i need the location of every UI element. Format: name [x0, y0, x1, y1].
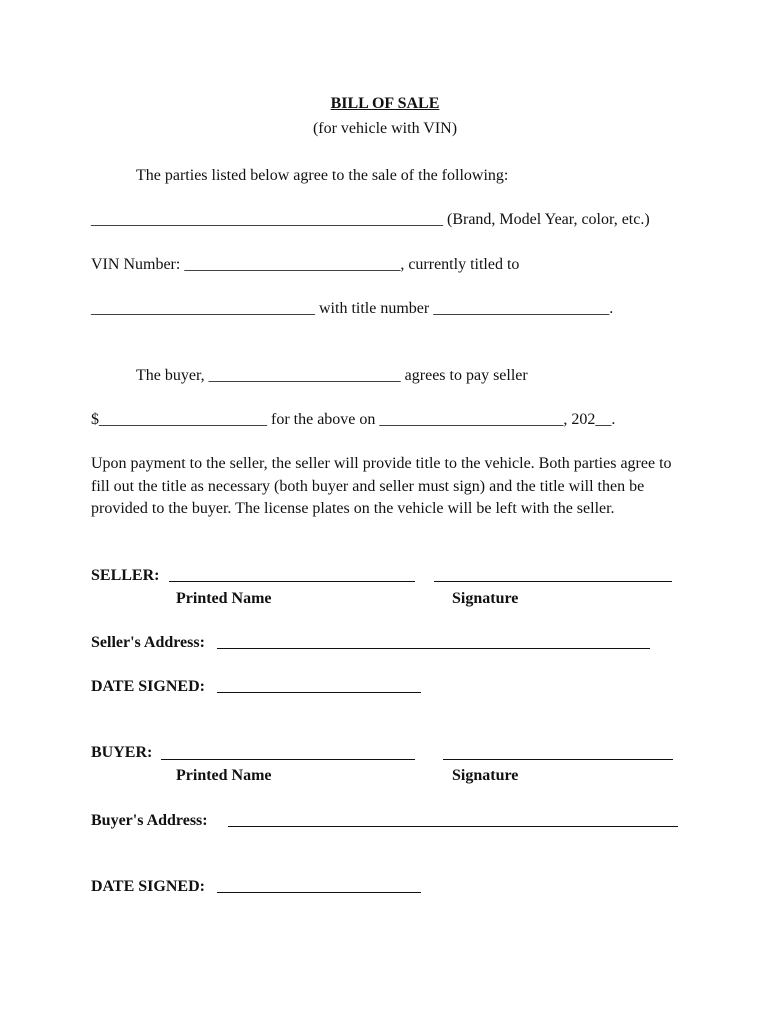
- buyer-printed-name-field[interactable]: [161, 759, 415, 760]
- seller-address-label: Seller's Address:: [91, 634, 205, 651]
- seller-printed-name-caption: Printed Name: [176, 590, 272, 607]
- buyer-printed-name-caption: Printed Name: [176, 767, 272, 784]
- buyer-address-label: Buyer's Address:: [91, 812, 208, 829]
- document-subtitle: (for vehicle with VIN): [312, 120, 458, 137]
- buyer-signature-caption: Signature: [452, 767, 519, 784]
- seller-address-field[interactable]: [217, 648, 650, 649]
- buyer-date-field[interactable]: [217, 892, 421, 893]
- vehicle-description-line: ____________________________________________ (Brand, Model Year, color, etc.): [91, 211, 650, 228]
- buyer-address-field[interactable]: [228, 826, 678, 827]
- document-title: BILL OF SALE: [330, 95, 440, 112]
- seller-date-field[interactable]: [217, 692, 421, 693]
- buyer-date-label: DATE SIGNED:: [91, 878, 205, 895]
- seller-printed-name-field[interactable]: [169, 581, 415, 582]
- buyer-signature-field[interactable]: [443, 759, 673, 760]
- intro-text: The parties listed below agree to the sale of the following:: [136, 167, 509, 184]
- seller-date-label: DATE SIGNED:: [91, 678, 205, 695]
- buyer-label: BUYER:: [91, 744, 153, 761]
- vin-number-line: VIN Number: ___________________________, currently titled to: [91, 256, 520, 273]
- terms-paragraph: Upon payment to the seller, the seller will provide title to the vehicle. Both parties agree to fill out the title as necessary (both buyer and seller must sign) and the title will then be provided to the buyer. The license plates on the vehicle will be left with the seller.: [91, 455, 672, 517]
- seller-signature-field[interactable]: [434, 581, 672, 582]
- title-number-line: ____________________________ with title number ______________________.: [91, 300, 614, 317]
- seller-label: SELLER:: [91, 567, 160, 584]
- seller-signature-caption: Signature: [452, 590, 519, 607]
- buyer-agreement-line: The buyer, ________________________ agrees to pay seller: [136, 367, 528, 384]
- payment-line: $_____________________ for the above on _______________________, 202__.: [91, 411, 616, 428]
